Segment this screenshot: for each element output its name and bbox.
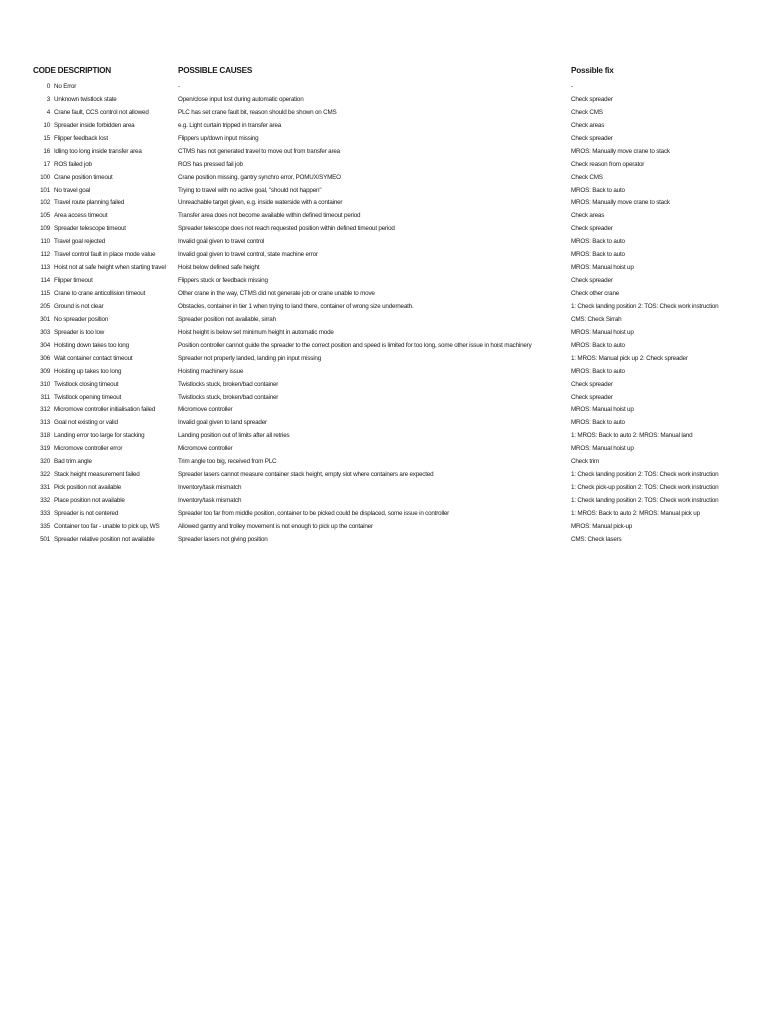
error-code: 205	[40, 302, 50, 310]
error-description: Ground is not clear	[54, 302, 104, 310]
table-row	[0, 534, 768, 547]
error-description: Spreader is not centered	[54, 509, 119, 517]
table-row	[0, 469, 768, 482]
possible-fix: MROS: Back to auto	[571, 341, 625, 349]
possible-fix: Check other crane	[571, 290, 620, 297]
error-code: 331	[40, 484, 50, 492]
error-description: Holsting down takes too long	[54, 341, 129, 349]
error-description: Travel control fault in place mode value	[54, 251, 156, 259]
possible-cause: Position controller cannot guide the spreader to the correct position and speed is limited for too long, some other issue in hoist machinery	[178, 341, 532, 349]
error-description: Unknown twistlock state	[54, 95, 117, 103]
possible-fix: MROS: Manually move crane to stack	[571, 147, 670, 155]
possible-cause: Twistlocks stuck, broken/bad container	[178, 380, 279, 388]
error-code: 303	[40, 328, 50, 336]
possible-fix: MROS: Manually move crane to stack	[571, 199, 670, 207]
possible-cause: ROS has pressed fail job	[178, 160, 243, 168]
error-code: 10	[43, 121, 50, 129]
table-row	[0, 120, 768, 133]
error-description: Container too far - unable to pick up, WS	[54, 522, 160, 530]
possible-fix: -	[571, 83, 573, 90]
table-row	[0, 417, 768, 430]
table-row	[0, 172, 768, 185]
table-row	[0, 521, 768, 534]
possible-fix: MROS: Back to auto	[571, 186, 625, 194]
table-row	[0, 81, 768, 94]
possible-cause: Trying to travel with no active goal, "should not happen"	[178, 186, 322, 194]
table-row	[0, 146, 768, 159]
possible-fix: Check spreader	[571, 277, 613, 285]
error-code: 333	[40, 509, 50, 517]
possible-cause: Hoisting machinery issue	[178, 367, 244, 375]
possible-fix: 1: MROS: Back to auto 2: MROS: Manual pick up	[571, 509, 700, 517]
possible-cause: Spreader position not available, sirrah	[178, 315, 276, 323]
possible-cause: Spreader telescope does not reach requested position within defined timeout period	[178, 225, 395, 233]
error-code: 4	[46, 108, 50, 116]
possible-cause: Spreader lasers cannot measure container stack height, empty slot where containers are expected	[178, 471, 434, 479]
error-code: 115	[40, 290, 50, 297]
error-description: Spreader relative position not available	[54, 535, 155, 543]
error-code: 311	[40, 393, 50, 401]
table-row	[0, 262, 768, 275]
error-description: Goal not existing or valid	[54, 419, 118, 427]
possible-fix: 1: Check pick-up position 2: TOS: Check work instruction	[571, 484, 719, 492]
table-row	[0, 353, 768, 366]
error-code: 101	[40, 186, 50, 194]
possible-fix: Check CMS	[571, 173, 603, 181]
possible-fix: MROS: Manual hoist up	[571, 406, 634, 414]
table-row	[0, 275, 768, 288]
possible-cause: Transfer area does not become available within defined timeout period	[178, 212, 361, 220]
possible-cause: Invalid goal given to travel control	[178, 238, 265, 246]
error-code: 105	[40, 212, 50, 220]
possible-fix: MROS: Manual hoist up	[571, 328, 634, 336]
table-row	[0, 443, 768, 456]
possible-fix: 1: MROS: Manual pick up 2: Check spreader	[571, 354, 688, 362]
possible-cause: Landing position out of limits after all retries	[178, 432, 290, 440]
possible-cause: Inventory/task mismatch	[178, 497, 242, 504]
error-description: Twistlock opening timeout	[54, 393, 122, 401]
possible-cause: Unreachable target given, e.g. inside waterside with a container	[178, 199, 343, 207]
table-row	[0, 197, 768, 210]
error-code: 100	[40, 173, 50, 181]
possible-cause: Spreader lasers not giving position	[178, 535, 268, 543]
error-table-body	[0, 81, 768, 547]
possible-cause: PLC has set crane fault bit, reason should be shown on CMS	[178, 108, 337, 116]
possible-fix: Check trim	[571, 458, 600, 466]
table-row	[0, 379, 768, 392]
error-code: 335	[40, 522, 50, 530]
possible-cause: Invalid goal given to travel control, state machine error	[178, 251, 318, 259]
error-description: Crane fault, CCS control not allowed	[54, 108, 149, 116]
possible-fix: CMS: Check Sirrah	[571, 315, 622, 323]
table-row	[0, 482, 768, 495]
possible-fix: MROS: Back to auto	[571, 251, 625, 259]
error-code: 312	[40, 406, 50, 414]
possible-cause: Flippers up/down input missing	[178, 134, 259, 142]
error-code: 332	[40, 497, 50, 504]
error-code: 320	[40, 458, 50, 466]
error-code: 114	[40, 277, 50, 285]
table-row	[0, 314, 768, 327]
possible-fix: 1: Check landing position 2: TOS: Check work instruction	[571, 497, 719, 504]
error-description: Place position not available	[54, 497, 125, 504]
possible-fix: MROS: Manual hoist up	[571, 445, 634, 453]
error-description: Wait container contact timeout	[54, 354, 133, 362]
possible-cause: Micromove controller	[178, 406, 233, 414]
error-code: 102	[40, 199, 50, 207]
error-description: ROS failed job	[54, 160, 92, 168]
possible-fix: Check spreader	[571, 134, 613, 142]
possible-cause: CTMS has not generated travel to move out from transfer area	[178, 147, 340, 155]
possible-fix: 1: MROS: Back to auto 2: MROS: Manual land	[571, 432, 693, 440]
error-description: Travel goal rejected	[54, 238, 106, 246]
error-code: 17	[43, 160, 50, 168]
table-row	[0, 185, 768, 198]
possible-fix: Check spreader	[571, 393, 613, 401]
table-row	[0, 107, 768, 120]
possible-cause: Inventory/task mismatch	[178, 484, 242, 492]
table-row	[0, 456, 768, 469]
error-code: 301	[40, 315, 50, 323]
error-description: Spreader is too low	[54, 328, 105, 336]
possible-cause: Flippers stuck or feedback missing	[178, 277, 268, 285]
header-possible-causes: POSSIBLE CAUSES	[178, 66, 253, 75]
possible-cause: Allowed gantry and trolley movement is not enough to pick up the container	[178, 522, 373, 530]
error-code: 309	[40, 367, 50, 375]
table-row	[0, 210, 768, 223]
table-row	[0, 366, 768, 379]
possible-cause: Crane position missing, gantry synchro error, POMUX/SYMEO	[178, 173, 341, 181]
possible-cause: -	[178, 83, 180, 90]
possible-cause: Twistlocks stuck, broken/bad container	[178, 393, 279, 401]
header-possible-fix: Possible fix	[571, 66, 614, 75]
possible-fix: Check reason from operator	[571, 160, 645, 168]
table-row	[0, 327, 768, 340]
possible-cause: Spreader too far from middle position, container to be picked could be displaced, some issue in controller	[178, 509, 450, 517]
possible-fix: MROS: Manual pick-up	[571, 522, 633, 530]
error-description: Spreader telescope timeout	[54, 225, 126, 233]
table-row	[0, 236, 768, 249]
error-description: Micromove controller initialisation failed	[54, 406, 156, 414]
error-code: 16	[43, 147, 50, 155]
error-code: 318	[40, 432, 50, 440]
possible-fix: Check CMS	[571, 108, 603, 116]
error-description: Idling too long inside transfer area	[54, 147, 142, 155]
possible-cause: Spreader not properly landed, landing pin input missing	[178, 354, 322, 362]
error-description: Twistlock closing timeout	[54, 380, 119, 388]
error-description: Hoist not at safe height when starting travel	[54, 264, 166, 272]
error-description: Crane to crane anticollision timeout	[54, 290, 146, 297]
error-code: 306	[40, 354, 50, 362]
possible-cause: Trim angle too big, received from PLC	[178, 458, 277, 466]
error-code: 109	[40, 225, 50, 233]
error-description: Travel route planning failed	[54, 199, 125, 207]
possible-fix: MROS: Manual hoist up	[571, 264, 634, 272]
possible-fix: CMS: Check lasers	[571, 535, 622, 543]
error-code: 113	[40, 264, 50, 272]
possible-fix: Check spreader	[571, 380, 613, 388]
error-description: No travel goal	[54, 186, 91, 194]
error-description: No spreader position	[54, 315, 109, 323]
table-row	[0, 430, 768, 443]
table-header	[0, 66, 768, 78]
error-code: 110	[40, 238, 50, 246]
error-code: 3	[46, 95, 50, 103]
possible-cause: Obstacles, container in tier 1 when trying to land there, container of wrong size underneath.	[178, 302, 414, 310]
possible-cause: Invalid goal given to land spreader	[178, 419, 267, 427]
table-row	[0, 288, 768, 301]
possible-fix: MROS: Back to auto	[571, 367, 625, 375]
error-description: Spreader inside forbidden area	[54, 121, 135, 129]
error-code: 313	[40, 419, 50, 427]
table-row	[0, 249, 768, 262]
error-code: 310	[40, 380, 50, 388]
error-code: 112	[40, 251, 50, 259]
possible-cause: Hoist below defined safe height	[178, 264, 260, 272]
table-row	[0, 159, 768, 172]
possible-fix: MROS: Back to auto	[571, 238, 625, 246]
error-description: Landing error too large for stacking	[54, 432, 145, 440]
possible-cause: Open/close input lost during automatic operation	[178, 95, 304, 103]
table-row	[0, 301, 768, 314]
table-row	[0, 392, 768, 405]
possible-fix: Check spreader	[571, 225, 613, 233]
possible-cause: Micromove controller	[178, 445, 233, 453]
header-code-description: CODE DESCRIPTION	[33, 66, 111, 75]
possible-fix: 1: Check landing position 2: TOS: Check work instruction	[571, 302, 719, 310]
error-description: Stack height measurement failed	[54, 471, 140, 479]
error-description: Area access timeout	[54, 212, 108, 220]
error-description: Flipper feedback lost	[54, 134, 108, 142]
error-code: 304	[40, 341, 50, 349]
error-description: No Error	[54, 83, 77, 90]
table-row	[0, 340, 768, 353]
error-description: Flipper timeout	[54, 277, 93, 285]
error-code: 501	[40, 535, 50, 543]
error-description: Pick position not available	[54, 484, 122, 492]
error-code: 322	[40, 471, 50, 479]
table-row	[0, 495, 768, 508]
possible-fix: MROS: Back to auto	[571, 419, 625, 427]
possible-cause: Hoist height is below set minimum height in automatic mode	[178, 328, 334, 336]
error-description: Hoisting up takes too long	[54, 367, 122, 375]
possible-fix: Check areas	[571, 212, 605, 220]
error-description: Crane position timeout	[54, 173, 113, 181]
error-description: Micromove controller error	[54, 445, 123, 453]
error-code: 0	[46, 83, 50, 90]
possible-fix: 1: Check landing position 2: TOS: Check work instruction	[571, 471, 719, 479]
table-row	[0, 223, 768, 236]
error-code: 15	[43, 134, 50, 142]
possible-cause: e.g. Light curtain tripped in transfer area	[178, 121, 282, 129]
possible-fix: Check spreader	[571, 95, 613, 103]
error-description: Bad trim angle	[54, 458, 92, 466]
possible-cause: Other crane in the way, CTMS did not generate job or crane unable to move	[178, 290, 375, 297]
possible-fix: Check areas	[571, 121, 605, 129]
table-row	[0, 133, 768, 146]
table-row	[0, 94, 768, 107]
error-code: 319	[40, 445, 50, 453]
table-row	[0, 508, 768, 521]
table-row	[0, 404, 768, 417]
